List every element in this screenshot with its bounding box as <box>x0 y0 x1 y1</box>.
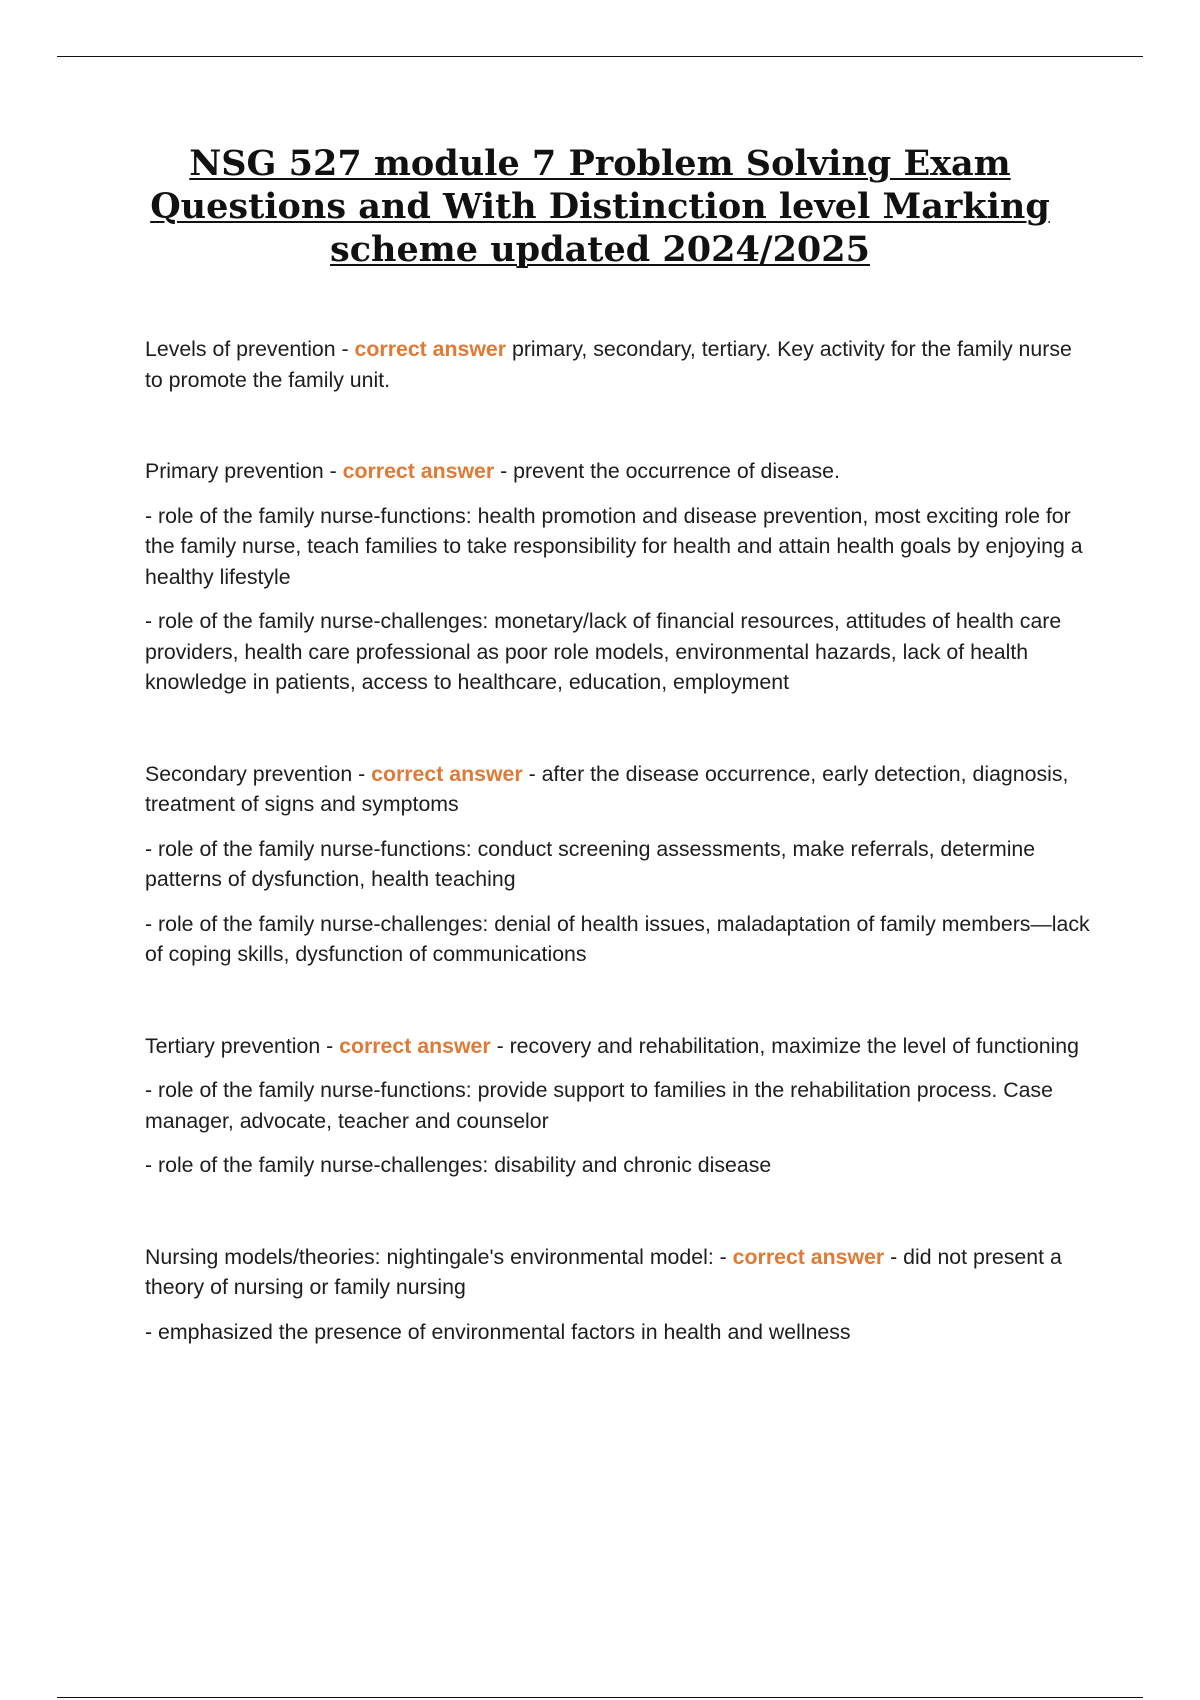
bottom-rule <box>57 1697 1143 1698</box>
answer-detail: - role of the family nurse-functions: conduct screening assessments, make referrals, determine patterns of dysfunction, health teaching <box>145 836 1036 891</box>
answer-text: - recovery and rehabilitation, maximize the level of functioning <box>490 1033 1079 1058</box>
qa-item <box>145 1031 1090 1181</box>
answer-text: - prevent the occurrence of disease. <box>494 459 840 483</box>
qa-item <box>145 1242 1090 1348</box>
correct-answer-label: correct answer <box>732 1244 885 1269</box>
question-text: Primary prevention - <box>145 459 343 483</box>
answer-text: - did not present a theory of nursing or family nursing <box>145 1244 1062 1299</box>
answer-detail: - role of the family nurse-functions: provide support to families in the rehabilitation process. Case manager, advocate, teacher and counselor <box>145 1078 1053 1133</box>
qa-question-line <box>145 456 1090 487</box>
answer-detail: - role of the family nurse-functions: health promotion and disease prevention, most exciting role for the family nurse, teach families to take responsibility for health and attain health goals by enjoying a healthy lifestyle <box>145 503 1083 589</box>
qa-question-line <box>145 1031 1090 1062</box>
answer-detail: - role of the family nurse-challenges: disability and chronic disease <box>145 1153 772 1177</box>
question-text: Tertiary prevention - <box>145 1033 340 1058</box>
question-text: Secondary prevention - <box>145 761 372 786</box>
correct-answer-label: correct answer <box>354 337 507 361</box>
qa-question-line <box>145 334 1090 395</box>
answer-detail: - emphasized the presence of environmental factors in health and wellness <box>145 1319 851 1344</box>
answer-text: - after the disease occurrence, early detection, diagnosis, treatment of signs and symptoms <box>145 761 1069 816</box>
qa-item <box>145 334 1090 395</box>
correct-answer-label: correct answer <box>371 761 523 786</box>
top-rule <box>57 56 1143 57</box>
qa-item <box>145 456 1090 698</box>
question-text: Levels of prevention - <box>145 337 355 361</box>
qa-item <box>145 759 1090 970</box>
question-text: Nursing models/theories: nightingale's environmental model: - <box>145 1244 733 1269</box>
correct-answer-label: correct answer <box>342 459 495 483</box>
correct-answer-label: correct answer <box>339 1033 491 1058</box>
qa-list <box>145 334 1090 1347</box>
qa-question-line <box>145 1242 1090 1303</box>
answer-detail: - role of the family nurse-challenges: denial of health issues, maladaptation of family members—lack of coping skills, dysfunction of communications <box>145 911 1090 966</box>
answer-text: primary, secondary, tertiary. Key activity for the family nurse to promote the family unit. <box>145 337 1072 392</box>
document-title: NSG 527 module 7 Problem Solving Exam Questions and With Distinction level Marking scheme updated 2024/2025 <box>150 143 1050 270</box>
answer-detail: - role of the family nurse-challenges: monetary/lack of financial resources, attitudes of health care providers, health care professional as poor role models, environmental hazards, lack of health knowledge in patients, access to healthcare, education, employment <box>145 609 1062 694</box>
qa-question-line <box>145 759 1090 820</box>
